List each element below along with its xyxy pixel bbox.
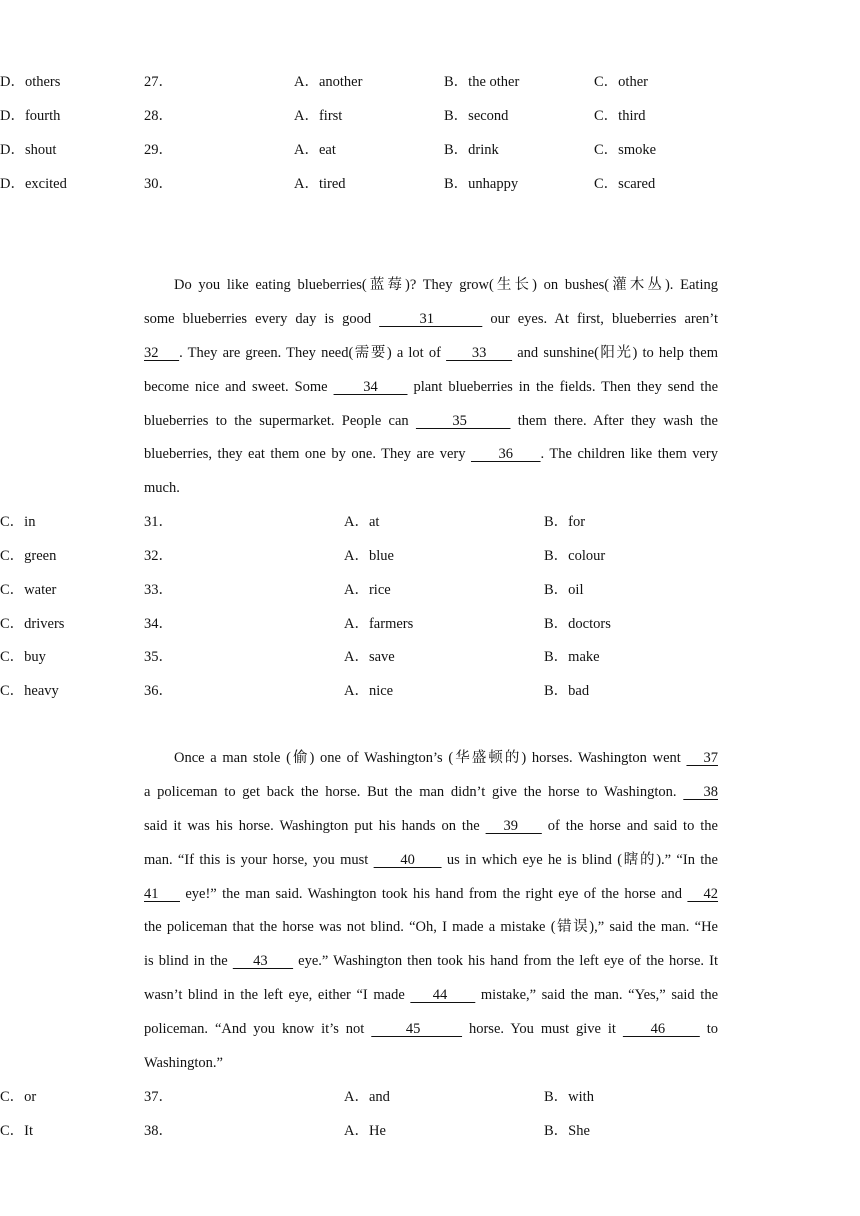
- question-number: 29．: [144, 142, 173, 158]
- answer-blank: 43: [232, 953, 294, 969]
- question-number: 31．: [144, 514, 173, 530]
- passage-text: blueberries, they eat them one by one. They are very: [144, 446, 471, 462]
- option-c: C．drivers: [0, 616, 65, 632]
- passage-text: man. “If this is your horse, you must: [144, 852, 374, 868]
- question-row: [0, 647, 860, 667]
- option-a: A．farmers: [344, 616, 414, 632]
- answer-blank: 38: [683, 784, 718, 800]
- option-c: C．other: [594, 74, 648, 90]
- passage-line: [144, 917, 718, 937]
- question-number: 38．: [144, 1123, 173, 1139]
- question-row: [0, 140, 860, 160]
- option-b: B．drink: [444, 142, 499, 158]
- option-a: A．blue: [344, 548, 394, 564]
- answer-blank: 35: [415, 413, 511, 429]
- option-b: B．the other: [444, 74, 520, 90]
- answer-blank: 39: [485, 818, 542, 834]
- answer-blank: 45: [371, 1021, 463, 1037]
- option-b: B．colour: [544, 548, 606, 564]
- passage-text: . They are green. They need(需要) a lot of: [179, 345, 447, 361]
- question-number: 32．: [144, 548, 173, 564]
- passage-text: a policeman to get back the horse. But the man didn’t give the horse to Washington.: [144, 784, 684, 800]
- passage-text: eye!” the man said. Washington took his hand from the right eye of the horse and: [179, 886, 688, 902]
- option-a: A．nice: [344, 683, 394, 699]
- passage-line: [144, 1019, 718, 1039]
- option-c: C．green: [0, 548, 57, 564]
- option-d: D．fourth: [0, 108, 61, 124]
- question-row: [0, 72, 860, 92]
- question-number: 37．: [144, 1089, 173, 1105]
- passage-text: eye.” Washington then took his hand from the left eye of the horse. It: [293, 953, 718, 969]
- passage-line: [174, 748, 718, 768]
- option-b: B．second: [444, 108, 509, 124]
- option-a: A．save: [344, 649, 395, 665]
- question-number: 28．: [144, 108, 173, 124]
- option-c: C．in: [0, 514, 36, 530]
- option-b: B．for: [544, 514, 586, 530]
- question-number: 27．: [144, 74, 173, 90]
- passage-line: [144, 377, 718, 397]
- passage-text: them there. After they wash the: [510, 413, 718, 429]
- option-c: C．buy: [0, 649, 46, 665]
- passage-text: policeman. “And you know it’s not: [144, 1021, 372, 1037]
- passage-text: much.: [144, 480, 180, 496]
- passage-line: [144, 478, 718, 498]
- option-a: A．first: [294, 108, 343, 124]
- question-number: 35．: [144, 649, 173, 665]
- option-d: D．shout: [0, 142, 57, 158]
- passage-text: and sunshine(阳光) to help them: [512, 345, 718, 361]
- answer-blank: 36: [470, 446, 541, 462]
- passage-text: the policeman that the horse was not blind. “Oh, I made a mistake (错误),” said the man. “He: [144, 919, 718, 935]
- question-row: [0, 106, 860, 126]
- option-a: A．tired: [294, 176, 346, 192]
- passage-text: is blind in the: [144, 953, 233, 969]
- passage-text: of the horse and said to the: [541, 818, 718, 834]
- answer-blank: 33: [446, 345, 513, 361]
- passage-line: [144, 951, 718, 971]
- passage-line: [144, 1053, 718, 1073]
- option-c: C．scared: [594, 176, 656, 192]
- answer-blank: 46: [622, 1021, 700, 1037]
- option-b: B．She: [544, 1123, 590, 1139]
- question-row: [0, 1087, 860, 1107]
- passage-text: said it was his horse. Washington put his hands on the: [144, 818, 486, 834]
- option-d: D．others: [0, 74, 61, 90]
- option-d: D．excited: [0, 176, 67, 192]
- option-b: B．oil: [544, 582, 584, 598]
- answer-blank: 41: [144, 886, 180, 902]
- question-number: 33．: [144, 582, 173, 598]
- passage-text: plant blueberries in the fields. Then they send the: [407, 379, 719, 395]
- option-a: A．rice: [344, 582, 391, 598]
- passage-text: our eyes. At first, blueberries aren’t: [482, 311, 718, 327]
- option-c: C．heavy: [0, 683, 59, 699]
- answer-blank: 31: [379, 311, 483, 327]
- option-c: C．third: [594, 108, 646, 124]
- passage-text: some blueberries every day is good: [144, 311, 380, 327]
- option-a: A．another: [294, 74, 363, 90]
- question-number: 36．: [144, 683, 173, 699]
- passage-line: [144, 309, 718, 329]
- passage-text: horse. You must give it: [462, 1021, 623, 1037]
- passage-text: wasn’t blind in the left eye, either “I made: [144, 987, 411, 1003]
- passage-line: [144, 343, 718, 363]
- passage-line: [144, 985, 718, 1005]
- option-c: C．water: [0, 582, 57, 598]
- passage-line: [144, 444, 718, 464]
- option-b: B．make: [544, 649, 600, 665]
- option-a: A．at: [344, 514, 380, 530]
- question-row: [0, 546, 860, 566]
- question-row: [0, 681, 860, 701]
- passage-text: to: [699, 1021, 719, 1037]
- passage-text: Washington.”: [144, 1055, 223, 1071]
- passage-text: blueberries to the supermarket. People can: [144, 413, 416, 429]
- question-row: [0, 580, 860, 600]
- passage-line: [144, 782, 718, 802]
- question-number: 30．: [144, 176, 173, 192]
- option-b: B．unhappy: [444, 176, 519, 192]
- answer-blank: 37: [686, 750, 718, 766]
- passage-text: . The children like them very: [540, 446, 718, 462]
- option-b: B．bad: [544, 683, 590, 699]
- option-a: A．eat: [294, 142, 336, 158]
- passage-text: us in which eye he is blind (瞎的).” “In the: [441, 852, 718, 868]
- answer-blank: 44: [410, 987, 476, 1003]
- passage-line: [144, 884, 718, 904]
- question-number: 34．: [144, 616, 173, 632]
- option-c: C．or: [0, 1089, 37, 1105]
- passage-line: [144, 850, 718, 870]
- question-row: [0, 1121, 860, 1141]
- passage-line: [144, 411, 718, 431]
- answer-blank: 42: [687, 886, 719, 902]
- question-row: [0, 614, 860, 634]
- answer-blank: 34: [333, 379, 408, 395]
- passage-text: Do you like eating blueberries(蓝莓)? They grow(生长) on bushes(灌木丛). Eating: [174, 277, 718, 293]
- passage-text: become nice and sweet. Some: [144, 379, 334, 395]
- option-a: A．and: [344, 1089, 390, 1105]
- question-row: [0, 512, 860, 532]
- answer-blank: 32: [144, 345, 180, 361]
- option-b: B．with: [544, 1089, 594, 1105]
- answer-blank: 40: [373, 852, 442, 868]
- passage-text: Once a man stole (偷) one of Washington’s (华盛顿的) horses. Washington went: [174, 750, 687, 766]
- option-c: C．It: [0, 1123, 34, 1139]
- passage-line: [144, 816, 718, 836]
- passage-text: mistake,” said the man. “Yes,” said the: [475, 987, 719, 1003]
- option-c: C．smoke: [594, 142, 657, 158]
- option-b: B．doctors: [544, 616, 611, 632]
- option-a: A．He: [344, 1123, 386, 1139]
- question-row: [0, 174, 860, 194]
- passage-line: [174, 275, 718, 295]
